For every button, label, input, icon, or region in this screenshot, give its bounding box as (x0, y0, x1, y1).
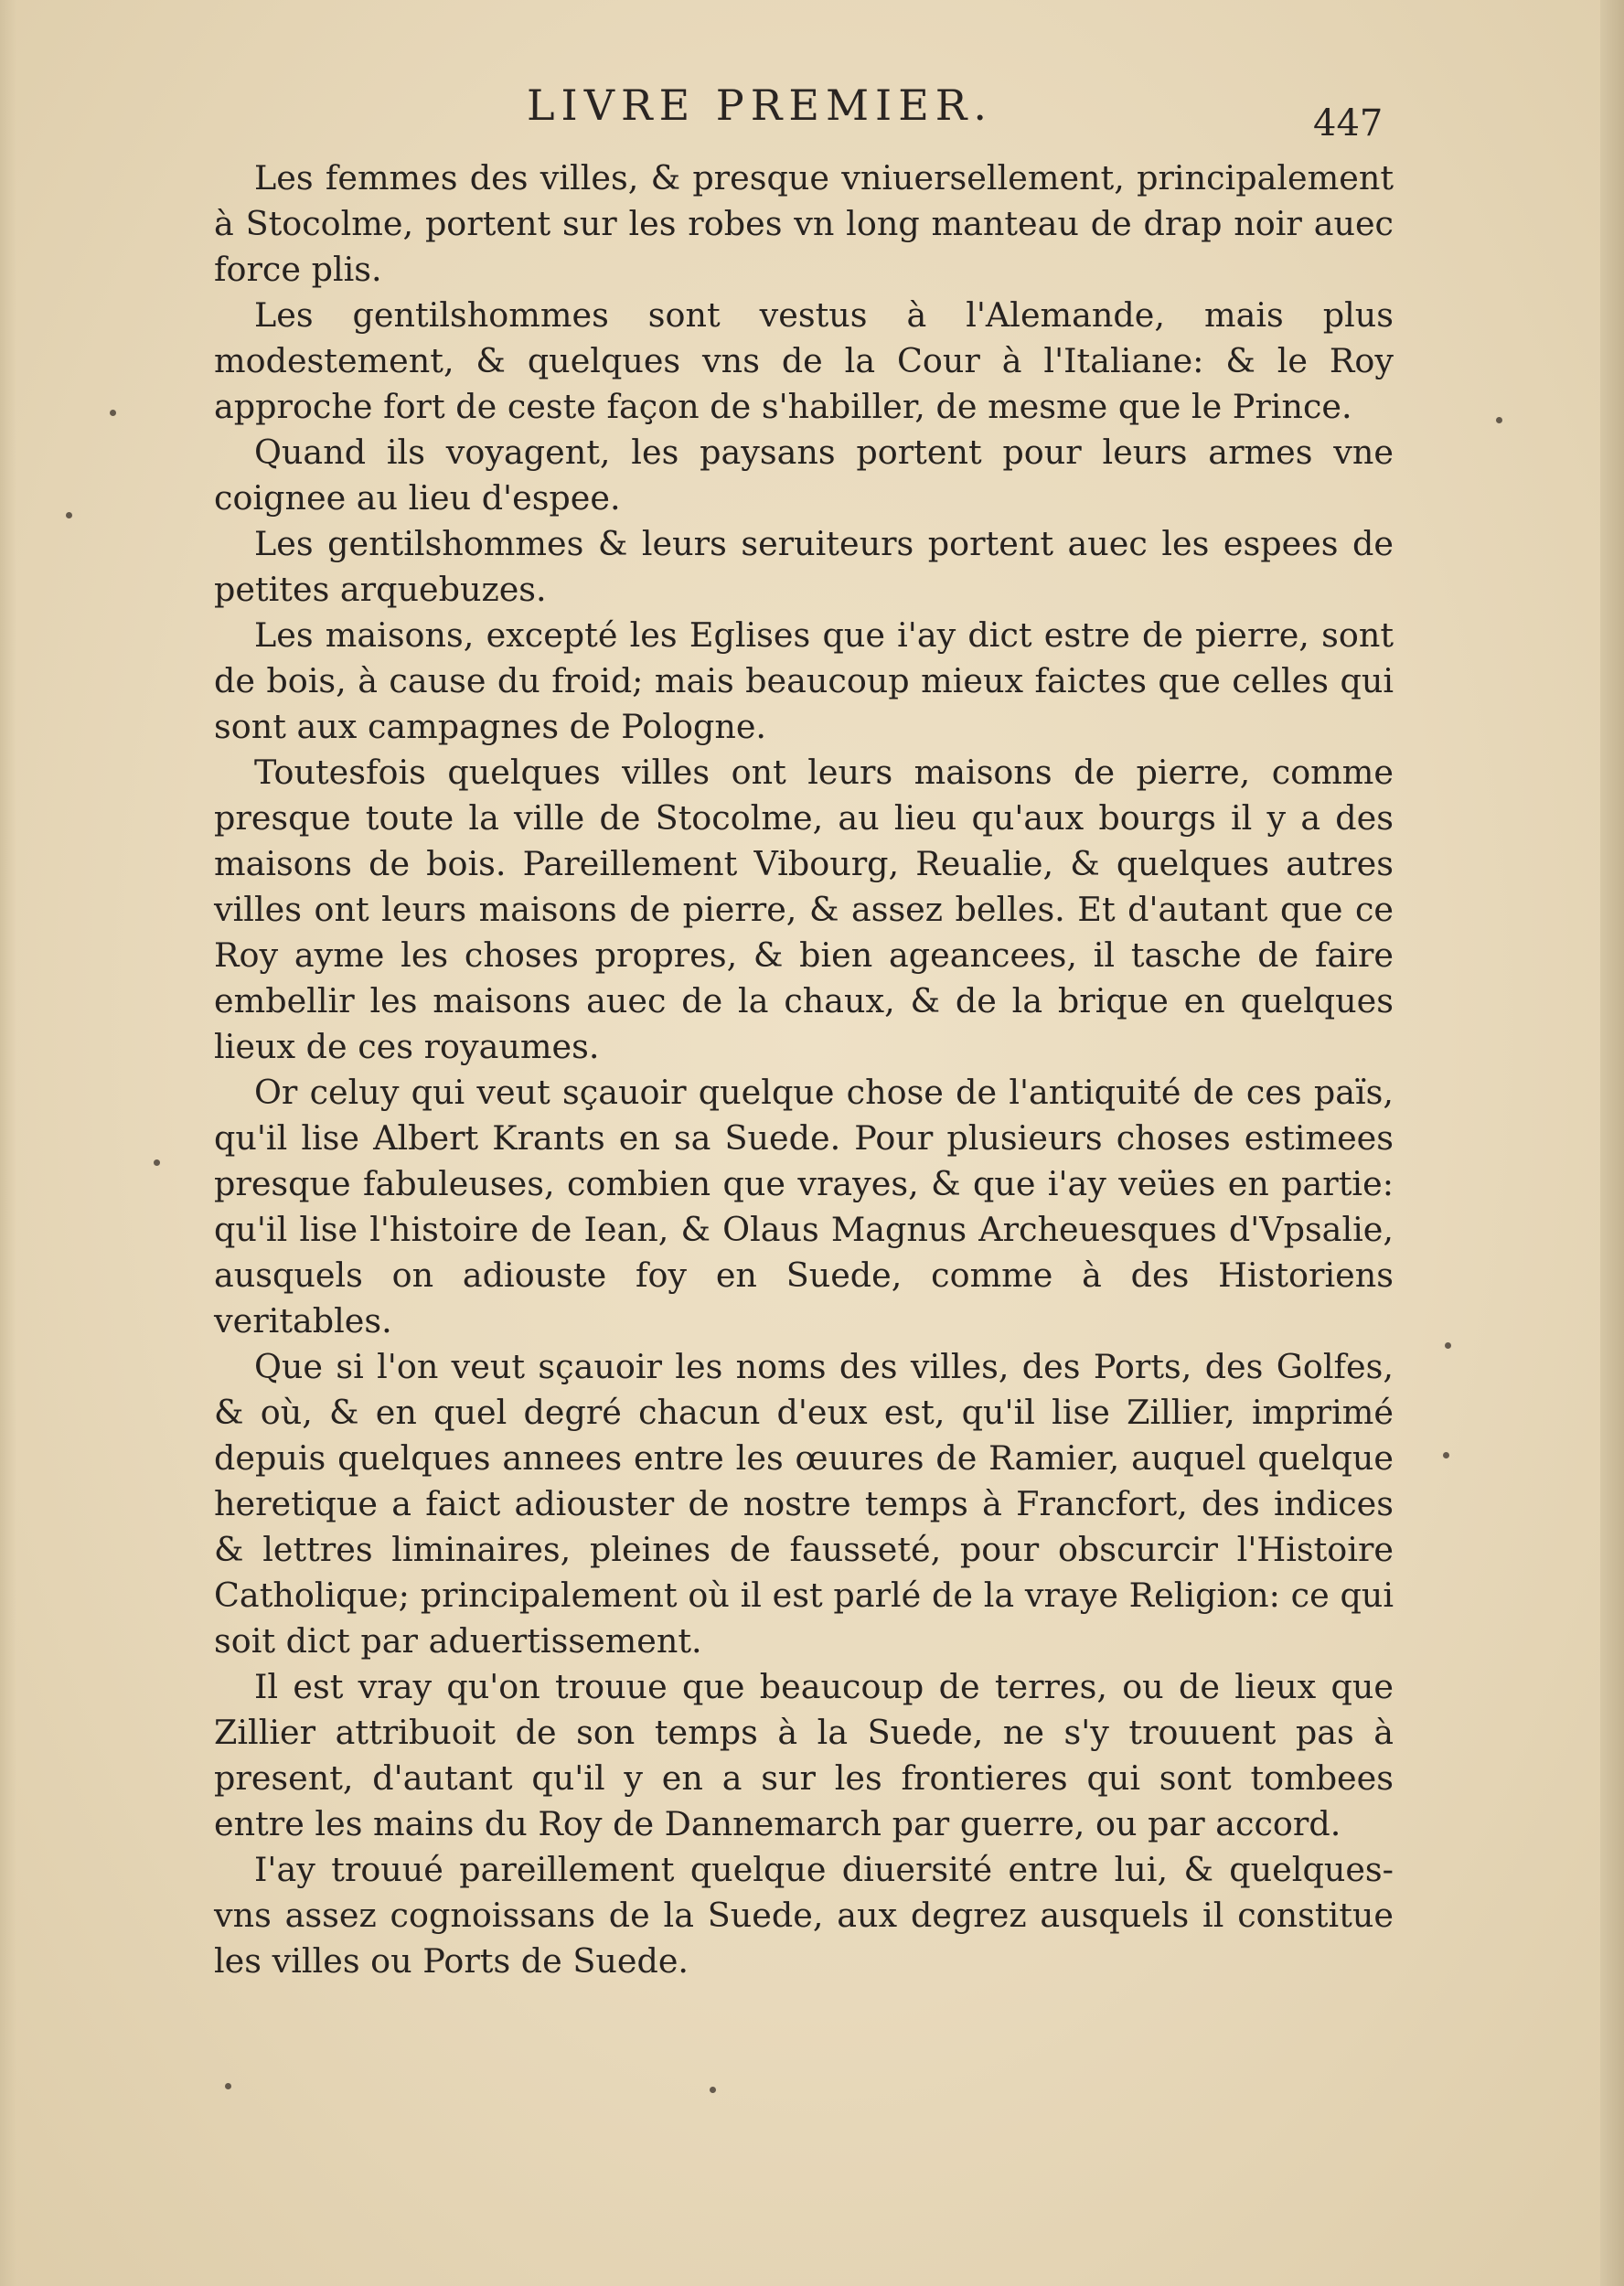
page-gutter-shadow (1600, 0, 1624, 2286)
body-text (214, 155, 1394, 1984)
paragraph-degrees: I'ay trouué pareillement quelque diuersité entre lui, & quelques-vns assez cognoissans de la Suede, aux degrez ausquels il constitue les villes ou Ports de Suede. (214, 1850, 1394, 1981)
ink-speck (1445, 1342, 1451, 1349)
paragraph-houses-stone: Toutesfois quelques villes ont leurs maisons de pierre, comme presque toute la ville de Stocolme, au lieu qu'aux bourgs il y a des maisons de bois. Pareillement Vibourg, Reualie, & quelques autres villes ont leurs maisons de pierre, & assez belles. Et d'autant que ce Roy ayme les choses propres, & bien ageancees, il tasche de faire embellir les maisons auec de la chaux, & de la brique en quelques lieux de ces royaumes. (214, 753, 1394, 1066)
page-left-edge (0, 0, 16, 2286)
ink-speck (1496, 417, 1502, 423)
paragraph-antiquity-sources: Or celuy qui veut sçauoir quelque chose de l'antiquité de ces païs, qu'il lise Albert Krants en sa Suede. Pour plusieurs choses estimees presque fabuleuses, combien que vrayes, & que i'ay veües en partie: qu'il lise l'histoire de Iean, & Olaus Magnus Archeuesques d'Vpsalie, ausquels on adiouste foy en Suede, comme à des Historiens veritables. (214, 1073, 1394, 1341)
paragraph-gentlemen-dress: Les gentilshommes sont vestus à l'Alemande, mais plus modestement, & quelques vns de la Cour à l'Italiane: & le Roy approche fort de ceste façon de s'habiller, de mesme que le Prince. (214, 295, 1394, 426)
page-number: 447 (1313, 102, 1384, 144)
ink-speck (710, 2087, 716, 2093)
ink-speck (110, 410, 116, 416)
ink-speck (66, 512, 72, 518)
paragraph-women-dress: Les femmes des villes, & presque vniuersellement, principalement à Stocolme, portent sur les robes vn long manteau de drap noir auec force plis. (214, 158, 1394, 289)
paragraph-territories: Il est vray qu'on trouue que beaucoup de terres, ou de lieux que Zillier attribuoit de son temps à la Suede, ne s'y trouuent pas à present, d'autant qu'il y en a sur les frontieres qui sont tombees entre les mains du Roy de Dannemarch par guerre, ou par accord. (214, 1667, 1394, 1843)
running-head: LIVRE PREMIER. (527, 80, 994, 130)
ink-speck (1443, 1452, 1449, 1458)
paragraph-peasant-arms: Quand ils voyagent, les paysans portent pour leurs armes vne coignee au lieu d'espee. (214, 433, 1394, 518)
paragraph-houses-wood: Les maisons, excepté les Eglises que i'ay dict estre de pierre, sont de bois, à cause du froid; mais beaucoup mieux faictes que celles qui sont aux campagnes de Pologne. (214, 615, 1394, 746)
ink-speck (225, 2083, 231, 2089)
paragraph-zillier: Que si l'on veut sçauoir les noms des villes, des Ports, des Golfes, & où, & en quel degré chacun d'eux est, qu'il lise Zillier, imprimé depuis quelques annees entre les œuures de Ramier, auquel quelque heretique a faict adiouster de nostre temps à Francfort, des indices & lettres liminaires, pleines de fausseté, pour obscurcir l'Histoire Catholique; principalement où il est parlé de la vraye Religion: ce qui soit dict par aduertissement. (214, 1347, 1394, 1661)
ink-speck (154, 1159, 160, 1166)
paragraph-servant-arms: Les gentilshommes & leurs seruiteurs portent auec les espees de petites arquebuzes. (214, 524, 1394, 609)
